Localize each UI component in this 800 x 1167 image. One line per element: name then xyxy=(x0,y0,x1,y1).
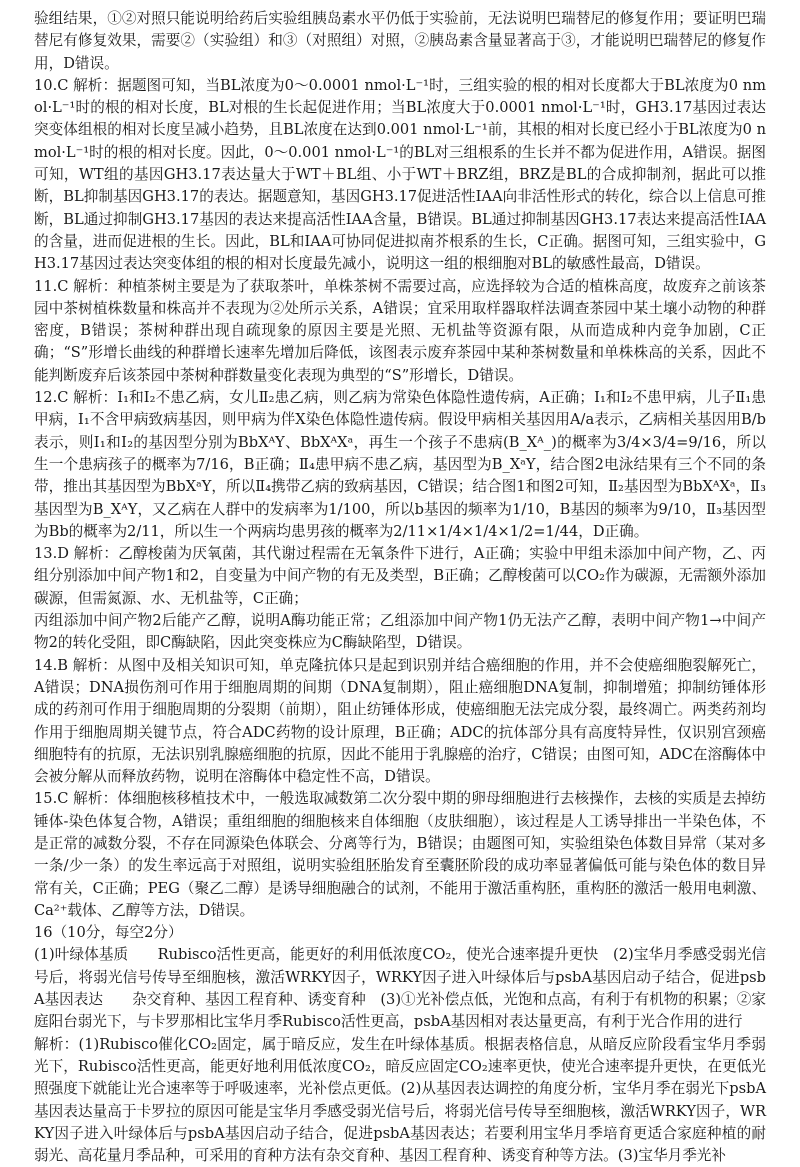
answer-paragraph-q16-analysis: 解析：(1)Rubisco催化CO₂固定，属于暗反应，发生在叶绿体基质。根据表格信息，从暗反应阶段看宝华月季弱光下，Rubisco活性更高，能更好地利用低浓度CO₂，暗反应固定CO₂速率更快，使光合速率提升更快，在更低光照强度下就能让光合速率等于呼吸速率，光补偿点更低。(2)从基因表达调控的角度分析，宝华月季在弱光下psbA基因表达量高于卡罗拉的原因可能是宝华月季感受弱光信号后，将弱光信号传导至细胞核，激活WRKY因子，WRKY因子进入叶绿体后与psbA基因启动子结合，促进psbA基因表达；若要利用宝华月季培育更适合家庭种植的耐弱光、高花量月季品种，可采用的育种方法有杂交育种、基因工程育种、诱变育种等方法。(3)宝华月季光补 xyxy=(34,1035,766,1165)
question-16-heading: 16（10分，每空2分） xyxy=(34,924,183,942)
answer-paragraph-q10: 10.C 解析：据题图可知，当BL浓度为0～0.0001 nmol·L⁻¹时，三组实验的根的相对长度都大于BL浓度为0 nmol·L⁻¹时的根的相对长度，BL对根的生长起促进作用；当BL浓度大于0.0001 nmol·L⁻¹时，GH3.17基因过表达突变体组根的相对长度呈减小趋势，且BL浓度在达到0.001 nmol·L⁻¹前，其根的相对长度已经小于BL浓度为0 nmol·L⁻¹时的根的相对长度。因此，0～0.001 nmol·L⁻¹的BL对三组根系的生长并不都为促进作用，A错误。据图可知，WT组的基因GH3.17表达量大于WT＋BL组、小于WT＋BRZ组，BRZ是BL的合成抑制剂，据此可以推断，BL抑制基因GH3.17的表达。据题意知，基因GH3.17促进活性IAA向非活性形式的转化，综合以上信息可推断，BL通过抑制GH3.17基因的表达来提高活性IAA含量，B错误。BL通过抑制基因GH3.17表达来提高活性IAA的含量，进而促进根的生长。因此，BL和IAA可协同促进拟南芥根系的生长，C正确。据图可知，三组实验中，GH3.17基因过表达突变体组的根的相对长度最先减小，说明这一组的根细胞对BL的敏感性最高，D错误。 xyxy=(34,76,766,273)
answer-paragraph-q12: 12.C 解析：Ⅰ₁和Ⅰ₂不患乙病，女儿Ⅱ₂患乙病，则乙病为常染色体隐性遗传病，A正确；Ⅰ₁和Ⅰ₂不患甲病，儿子Ⅱ₁患甲病，Ⅰ₁不含甲病致病基因，则甲病为伴X染色体隐性遗传病。假设甲病相关基因用A/a表示，乙病相关基因用B/b表示，则Ⅰ₁和Ⅰ₂的基因型分别为BbXᴬY、BbXᴬXᵃ，再生一个孩子不患病(B_Xᴬ_)的概率为3/4×3/4=9/16，所以生一个患病孩子的概率为7/16，B正确；Ⅱ₄患甲病不患乙病，基因型为B_XᵃY，结合图2电泳结果有三个不同的条带，推出其基因型为BbXᵃY，所以Ⅱ₄携带乙病的致病基因，C错误；结合图1和图2可知，Ⅱ₂基因型为BbXᴬXᵃ，Ⅱ₃基因型为B_XᴬY，又乙病在人群中的发病率为1/100，所以b基因的频率为1/10，B基因的频率为9/10，Ⅱ₃基因型为Bb的概率为2/11，所以生一个两病均患男孩的概率为2/11×1/4×1/4×1/2=1/44，D正确。 xyxy=(34,389,766,540)
answer-paragraph-q16-answers: (1)叶绿体基质 Rubisco活性更高，能更好的利用低浓度CO₂，使光合速率提升更快 (2)宝华月季感受弱光信号后，将弱光信号传导至细胞核，激活WRKY因子，WRKY因子进入叶绿体后与psbA基因启动子结合，促进psbA基因表达 杂交育种、基因工程育种、诱变育种 (3)①光补偿点低，光饱和点高，有利于有机物的积累；②家庭阳台弱光下，与卡罗那相比宝华月季Rubisco活性更高，psbA基因相对表达量更高，有利于光合作用的进行 xyxy=(34,946,766,1031)
answer-paragraph-continuation: 验组结果，①②对照只能说明给药后实验组胰岛素水平仍低于实验前，无法说明巴瑞替尼的修复作用；要证明巴瑞替尼有修复效果，需要②（实验组）和③（对照组）对照，②胰岛素含量显著高于③，才能说明巴瑞替尼的修复作用，D错误。 xyxy=(34,10,766,72)
answer-paragraph-q14: 14.B 解析：从图中及相关知识可知，单克隆抗体只是起到识别并结合癌细胞的作用，并不会使癌细胞裂解死亡，A错误；DNA损伤剂可作用于细胞周期的间期（DNA复制期），阻止癌细胞DNA复制，抑制增殖；抑制纺锤体形成的药剂可作用于细胞周期的分裂期（前期），阻止纺锤体形成，使癌细胞无法完成分裂，最终凋亡。两类药剂均作用于细胞周期关键节点，符合ADC药物的设计原理，B正确；ADC的抗体部分具有高度特异性，仅识别宫颈癌细胞特有的抗原，无法识别乳腺癌细胞的抗原，因此不能用于乳腺癌的治疗，C错误；由图可知，ADC在溶酶体中会被分解从而释放药物，说明在溶酶体中稳定性不高，D错误。 xyxy=(34,656,766,786)
answer-paragraph-q13: 13.D 解析：乙醇梭菌为厌氧菌，其代谢过程需在无氧条件下进行，A正确；实验中甲组未添加中间产物，乙、丙组分别添加中间产物1和2，自变量为中间产物的有无及类型，B正确；乙醇梭菌可以CO₂作为碳源，无需额外添加碳源，但需氮源、水、无机盐等，C正确； xyxy=(34,545,766,607)
answer-paragraph-q13-continued: 丙组添加中间产物2后能产乙醇，说明A酶功能正常；乙组添加中间产物1仍无法产乙醇，表明中间产物1→中间产物2的转化受阻，即C酶缺陷，因此突变株应为C酶缺陷型，D错误。 xyxy=(34,612,766,652)
answer-paragraph-q11: 11.C 解析：种植茶树主要是为了获取茶叶，单株茶树不需要过高，应选择较为合适的植株高度，故废弃之前该茶园中茶树植株数量和株高并不表现为②处所示关系，A错误；宜采用取样器取样法调查茶园中某土壤小动物的种群密度，B错误；茶树种群出现自疏现象的原因主要是光照、无机盐等资源有限，从而造成种内竞争加剧，C正确；“S”形增长曲线的种群增长速率先增加后降低，该图表示废弃茶园中某种茶树数量和单株株高的关系，因此不能判断废弃后该茶园中茶树种群数量变化表现为典型的“S”形增长，D错误。 xyxy=(34,277,766,384)
answer-paragraph-q15: 15.C 解析：体细胞核移植技术中，一般选取减数第二次分裂中期的卵母细胞进行去核操作，去核的实质是去掉纺锤体-染色体复合物，A错误；重组细胞的细胞核来自体细胞（皮肤细胞），该过程是人工诱导排出一半染色体，不是正常的减数分裂，不存在同源染色体联会、分离等行为，B错误；由题图可知，实验组染色体数目异常（某对多一条/少一条）的发生率远高于对照组，说明实验组胚胎发育至囊胚阶段的成功率显著偏低可能与染色体的数目异常有关，C正确；PEG（聚乙二醇）是诱导细胞融合的试剂，不能用于激活重构胚，重构胚的激活一般用电刺激、Ca²⁺载体、乙醇等方法，D错误。 xyxy=(34,790,766,919)
